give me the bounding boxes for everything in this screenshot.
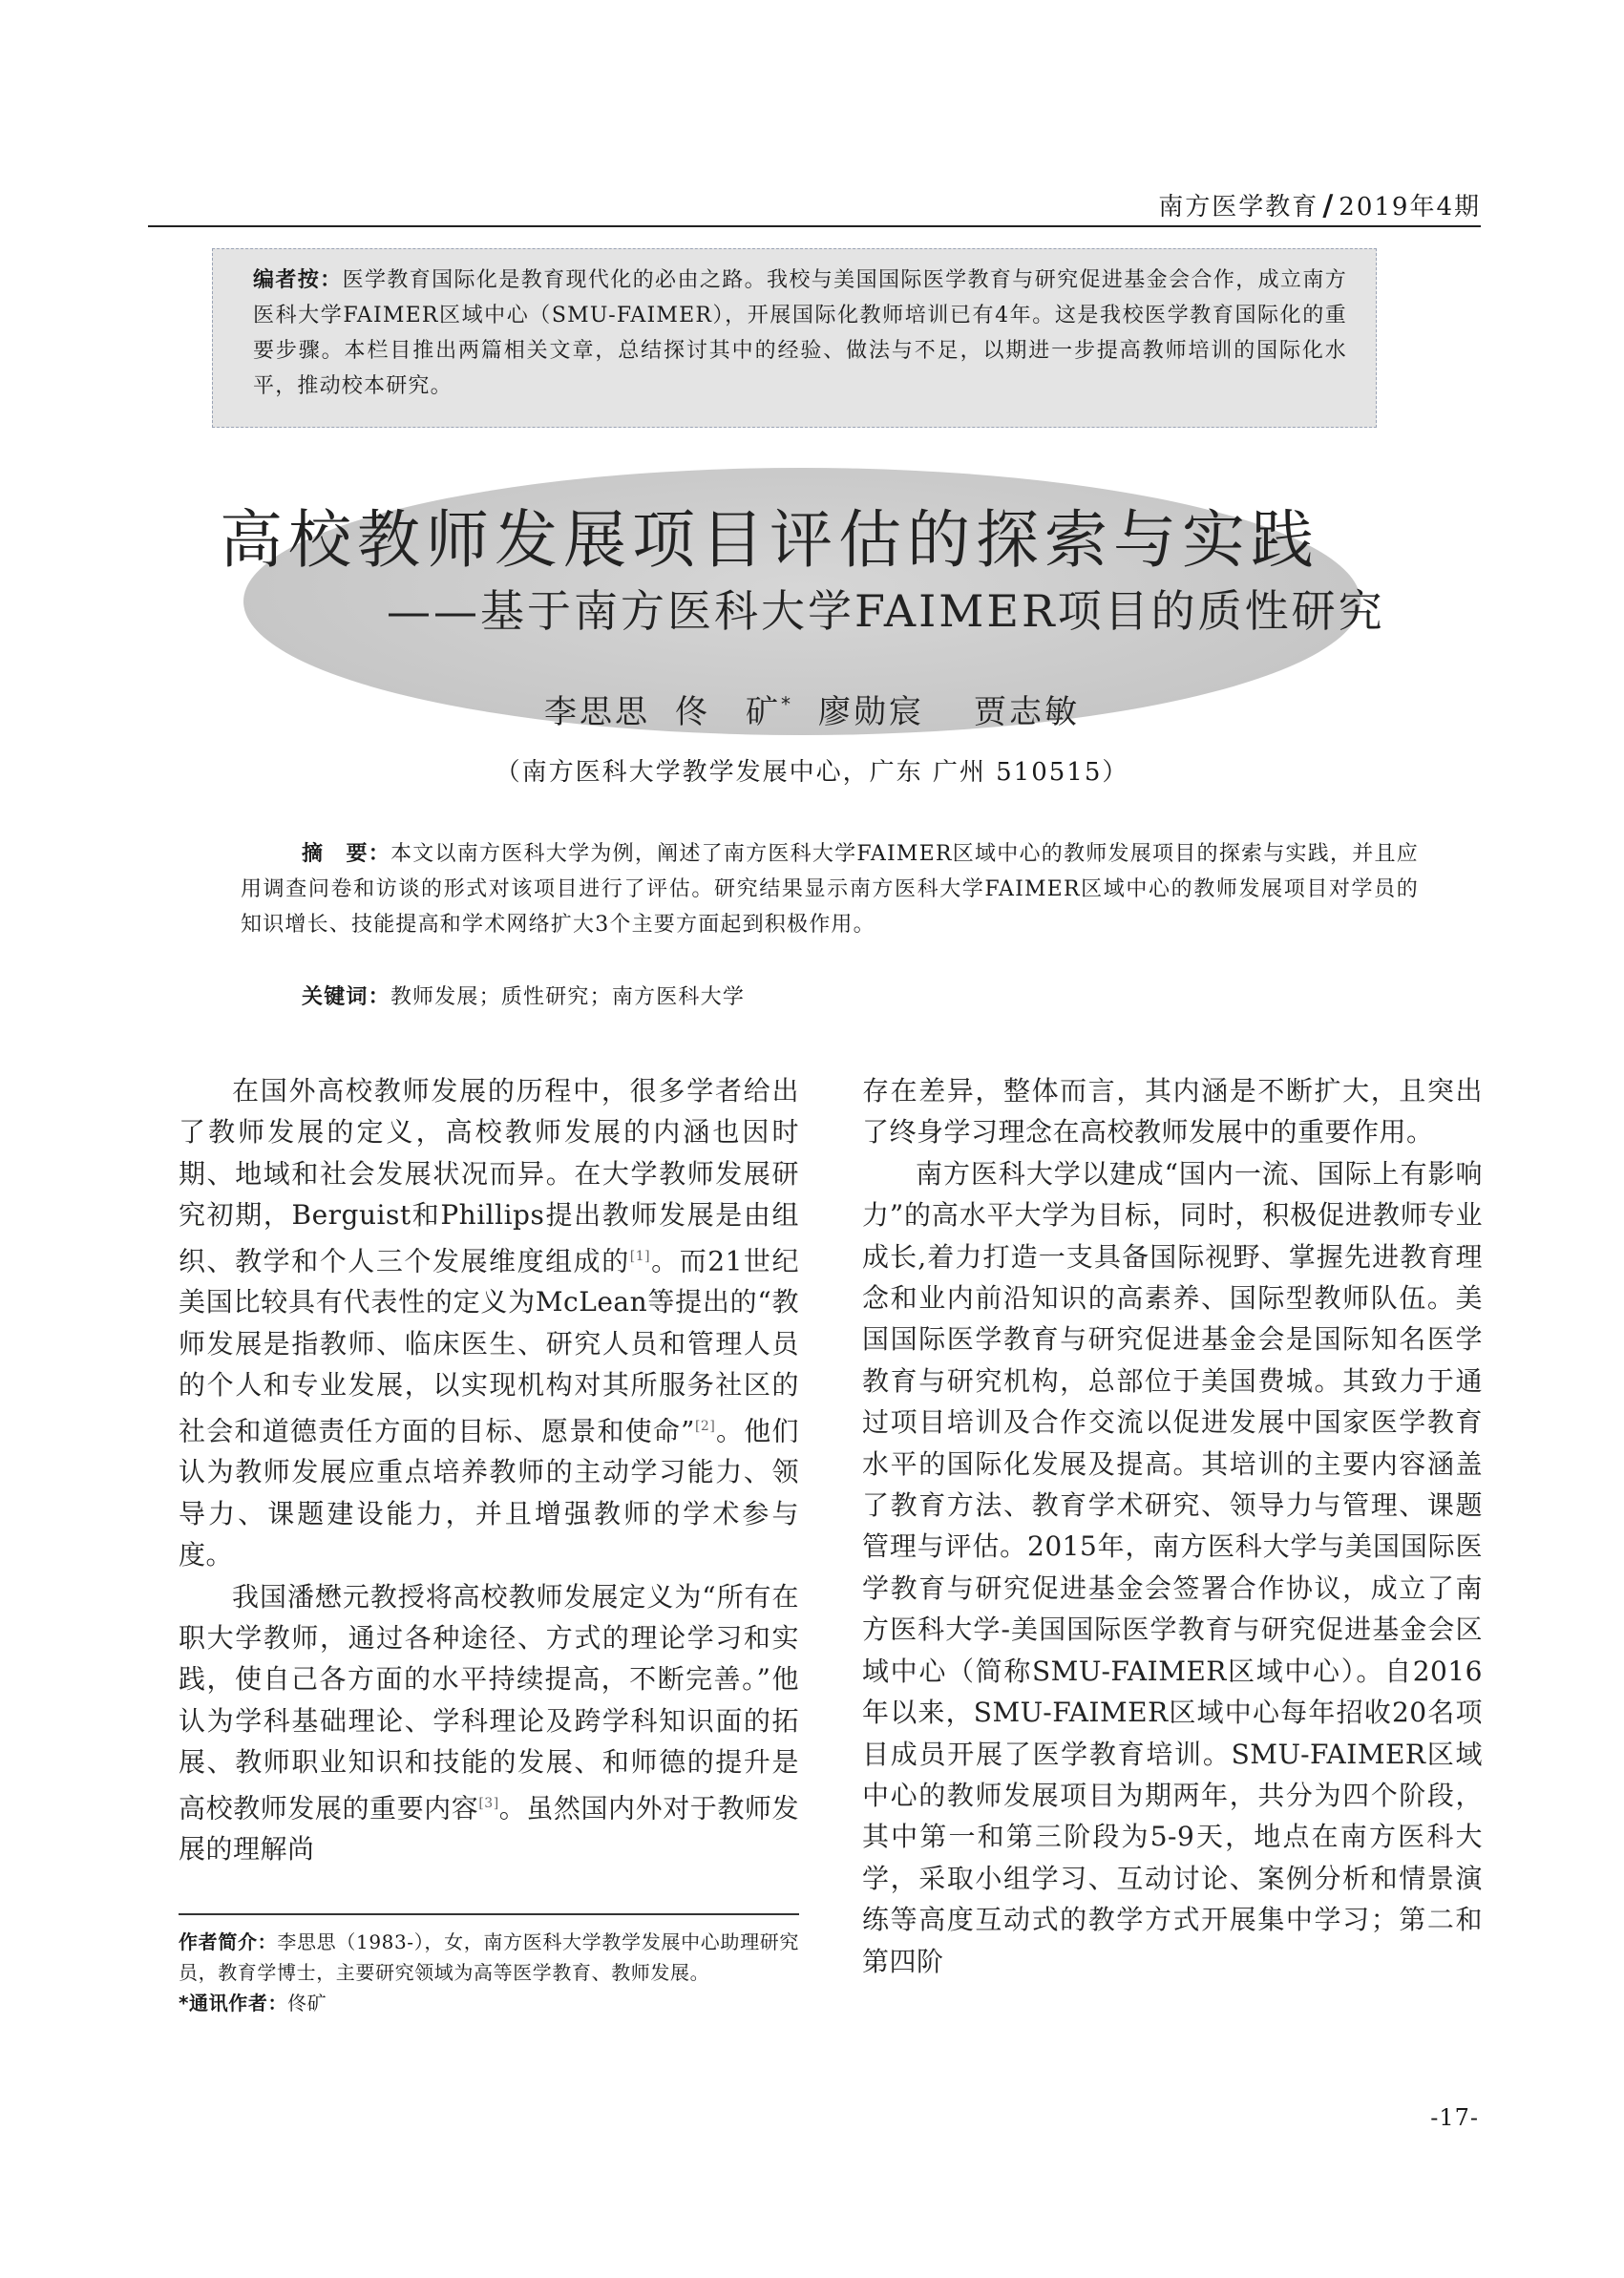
corresponding-mark: * [781,692,793,716]
page-number: -17- [1430,2104,1479,2131]
editor-note-text: 医学教育国际化是教育现代化的必由之路。我校与美国国际医学教育与研究促进基金会合作，成立南方医科大学FAIMER区域中心（SMU-FAIMER），开展国际化教师培训已有4年。这是我校医学教育国际化的重要步骤。本栏目推出两篇相关文章，总结探讨其中的经验、做法与不足，以期进一步提高教师培训的国际化水平，推动校本研究。 [253,268,1347,398]
author-footnote [179,1927,799,2018]
paragraph-text: 。虽然国内外对于教师发展的理解尚 [179,1791,799,1866]
abstract [241,836,1419,942]
affiliation: （南方医科大学教学发展中心，广东 广州 510515） [495,758,1129,787]
author-2-wrap [675,693,793,731]
citation-3[interactable]: [3] [478,1795,499,1811]
paragraph-text: 。而21世纪美国比较具有代表性的定义为McLean等提出的“教师发展是指教师、临床医生、研究人员和管理人员的个人和专业发展，以实现机构对其所服务社区的社会和道德责任方面的目标、愿景和使命” [179,1244,799,1446]
article-title: 高校教师发展项目评估的探索与实践 [220,503,1319,577]
journal-name: 南方医学教育 [1158,193,1319,221]
author-2: 佟 矿 [675,693,781,731]
author-4: 贾志敏 [974,693,1080,731]
keywords-text: 教师发展；质性研究；南方医科大学 [390,985,746,1009]
keywords [302,981,745,1010]
abstract-text: 本文以南方医科大学为例，阐述了南方医科大学FAIMER区域中心的教师发展项目的探索与实践，并且应用调查问卷和访谈的形式对该项目进行了评估。研究结果显示南方医科大学FAIMER区域中心的教师发展项目对学员的知识增长、技能提高和学术网络扩大3个主要方面起到积极作用。 [241,842,1419,937]
editor-note [212,248,1377,428]
paragraph-text: 在国外高校教师发展的历程中，很多学者给出了教师发展的定义，高校教师发展的内涵也因时期、地域和社会发展状况而异。在大学教师发展研究初期，Berguist和Phillips提出教师发展是由组织、教学和个人三个发展维度组成的 [179,1075,799,1276]
footnote-rule [179,1913,799,1915]
body-column-left [179,1070,799,1870]
paragraph-text: 。他们认为教师发展应重点培养教师的主动学习能力、领导力、课题建设能力，并且增强教师的学术参与度。 [179,1414,799,1571]
issue-number: 2019年4期 [1339,193,1481,221]
body-paragraph-3: 南方医科大学以建成“国内一流、国际上有影响力”的高水平大学为目标，同时，积极促进教师专业成长,着力打造一支具备国际视野、掌握先进教育理念和业内前沿知识的高素养、国际型教师队伍。美国国际医学教育与研究促进基金会是国际知名医学教育与研究机构，总部位于美国费城。其致力于通过项目培训及合作交流以促进发展中国家医学教育水平的国际化发展及提高。其培训的主要内容涵盖了教育方法、教育学术研究、领导力与管理、课题管理与评估。2015年，南方医科大学与美国国际医学教育与研究促进基金会签署合作协议，成立了南方医科大学-美国国际医学教育与研究促进基金会区域中心（简称SMU-FAIMER区域中心）。自2016年以来，SMU-FAIMER区域中心每年招收20名项目成员开展了医学教育培训。SMU-FAIMER区域中心的教师发展项目为期两年，共分为四个阶段，其中第一和第三阶段为5-9天，地点在南方医科大学，采取小组学习、互动讨论、案例分析和情景演练等高度互动式的教学方式开展集中学习；第二和第四阶 [862,1157,1483,1977]
keywords-label: 关键词： [302,985,390,1009]
editor-note-label: 编者按： [253,268,343,292]
body-paragraph-2-continued: 存在差异，整体而言，其内涵是不断扩大，且突出了终身学习理念在高校教师发展中的重要作用。 [862,1075,1483,1149]
citation-1[interactable]: [1] [629,1248,651,1264]
author-list [0,686,1624,732]
citation-2[interactable]: [2] [694,1418,716,1434]
abstract-label: 摘 要： [302,842,391,866]
author-3: 廖勋宸 [818,693,924,731]
author-bio-label: 作者简介： [179,1930,278,1953]
author-bio-text: 李思思（1983-），女，南方医科大学教学发展中心助理研究员，教育学博士，主要研究领域为高等医学教育、教师发展。 [179,1930,800,1984]
author-1: 李思思 [544,693,650,731]
body-paragraph-2 [179,1576,799,1870]
journal-header [1158,187,1481,222]
header-separator: / [1322,189,1336,222]
body-paragraph-1 [179,1070,799,1576]
corresponding-author-name: 佟矿 [287,1992,327,2014]
article-subtitle: ——基于南方医科大学FAIMER项目的质性研究 [387,585,1385,637]
body-column-right [862,1070,1483,1982]
header-rule [148,225,1481,227]
paragraph-text: 我国潘懋元教授将高校教师发展定义为“所有在职大学教师，通过各种途径、方式的理论学习和实践，使自己各方面的水平持续提高，不断完善。”他认为学科基础理论、学科理论及跨学科知识面的拓展、教师职业知识和技能的发展、和师德的提升是高校教师发展的重要内容 [179,1580,799,1824]
corresponding-author-label: *通讯作者： [179,1992,288,2014]
